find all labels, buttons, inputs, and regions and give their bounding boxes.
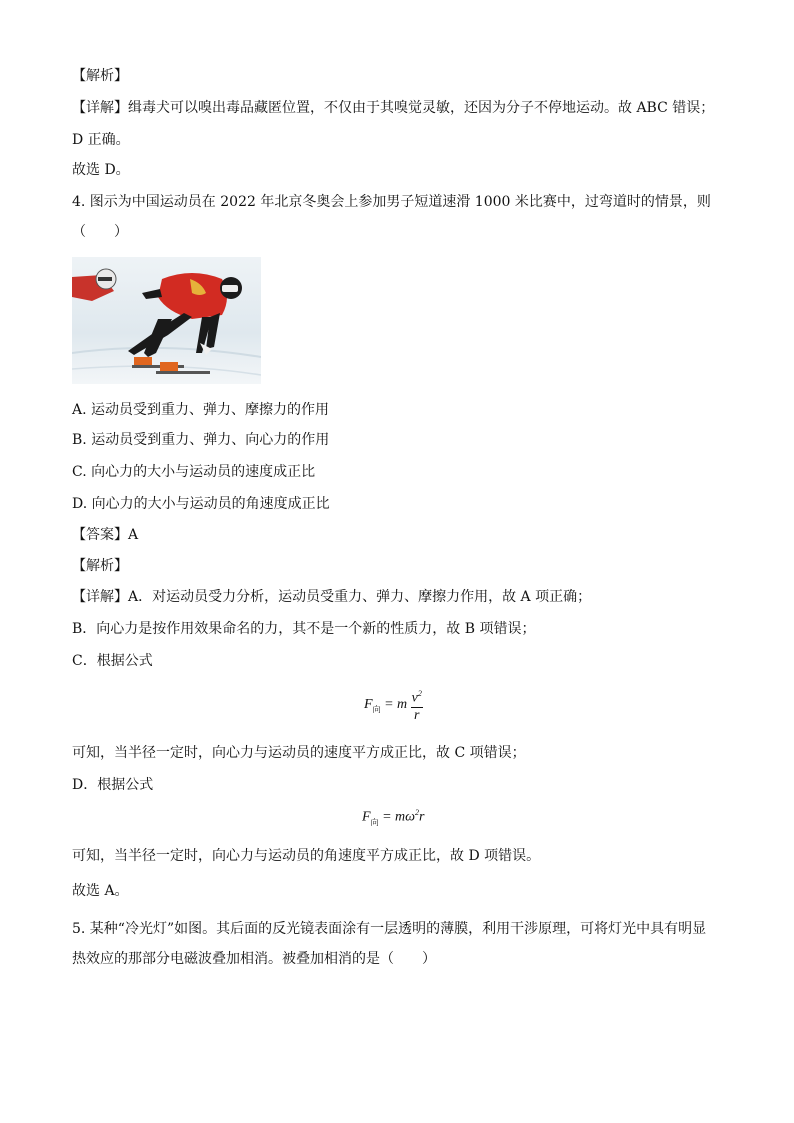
detail-q3-cont: D 正确。 xyxy=(72,132,130,148)
option-a: A. 运动员受到重力、弹力、摩擦力的作用 xyxy=(72,402,330,418)
question-5-stem-cont: 热效应的那部分电磁波叠加相消。被叠加相消的是（ ） xyxy=(72,951,436,967)
option-c: C. 向心力的大小与运动员的速度成正比 xyxy=(72,464,316,480)
answer-q4: 【答案】A xyxy=(72,527,139,543)
speed-skating-photo xyxy=(72,257,261,384)
detail-b: B．向心力是按作用效果命名的力，其不是一个新的性质力，故 B 项错误； xyxy=(72,621,536,637)
conclusion-q3: 故选 D。 xyxy=(72,162,130,178)
formula-centripetal-velocity: $F_向 = m$ $\frac{v^2}{r}$ xyxy=(364,686,423,724)
option-b: B. 运动员受到重力、弹力、向心力的作用 xyxy=(72,432,330,448)
question-4-stem: 4. 图示为中国运动员在 2022 年北京冬奥会上参加男子短道速滑 1000 米比赛中，过弯道时的情景，则 xyxy=(72,194,711,210)
detail-c: C．根据公式 xyxy=(72,653,153,669)
option-d: D. 向心力的大小与运动员的角速度成正比 xyxy=(72,496,330,512)
speed-skating-photo-illustration xyxy=(72,257,261,384)
detail-q3: 【详解】缉毒犬可以嗅出毒品藏匿位置，不仅由于其嗅觉灵敏，还因为分子不停地运动。故 ABC 错误； xyxy=(72,100,715,116)
conclusion-q4: 故选 A。 xyxy=(72,883,129,899)
question-4-paren: （ ） xyxy=(72,224,128,240)
analysis-label-q4: 【解析】 xyxy=(72,558,128,574)
detail-a: 【详解】A．对运动员受力分析，运动员受重力、弹力、摩擦力作用，故 A 项正确； xyxy=(72,589,592,605)
detail-d2: 可知，当半径一定时，向心力与运动员的角速度平方成正比，故 D 项错误。 xyxy=(72,848,541,864)
detail-d: D．根据公式 xyxy=(72,777,154,793)
formula-centripetal-angular: $F_向 = m\omega^2r$ xyxy=(362,808,425,827)
analysis-label-q3: 【解析】 xyxy=(72,68,128,84)
question-5-stem: 5. 某种“冷光灯”如图。其后面的反光镜表面涂有一层透明的薄膜，利用干涉原理，可将灯光中具有明显 xyxy=(72,921,707,937)
detail-c2: 可知，当半径一定时，向心力与运动员的速度平方成正比，故 C 项错误； xyxy=(72,745,526,761)
